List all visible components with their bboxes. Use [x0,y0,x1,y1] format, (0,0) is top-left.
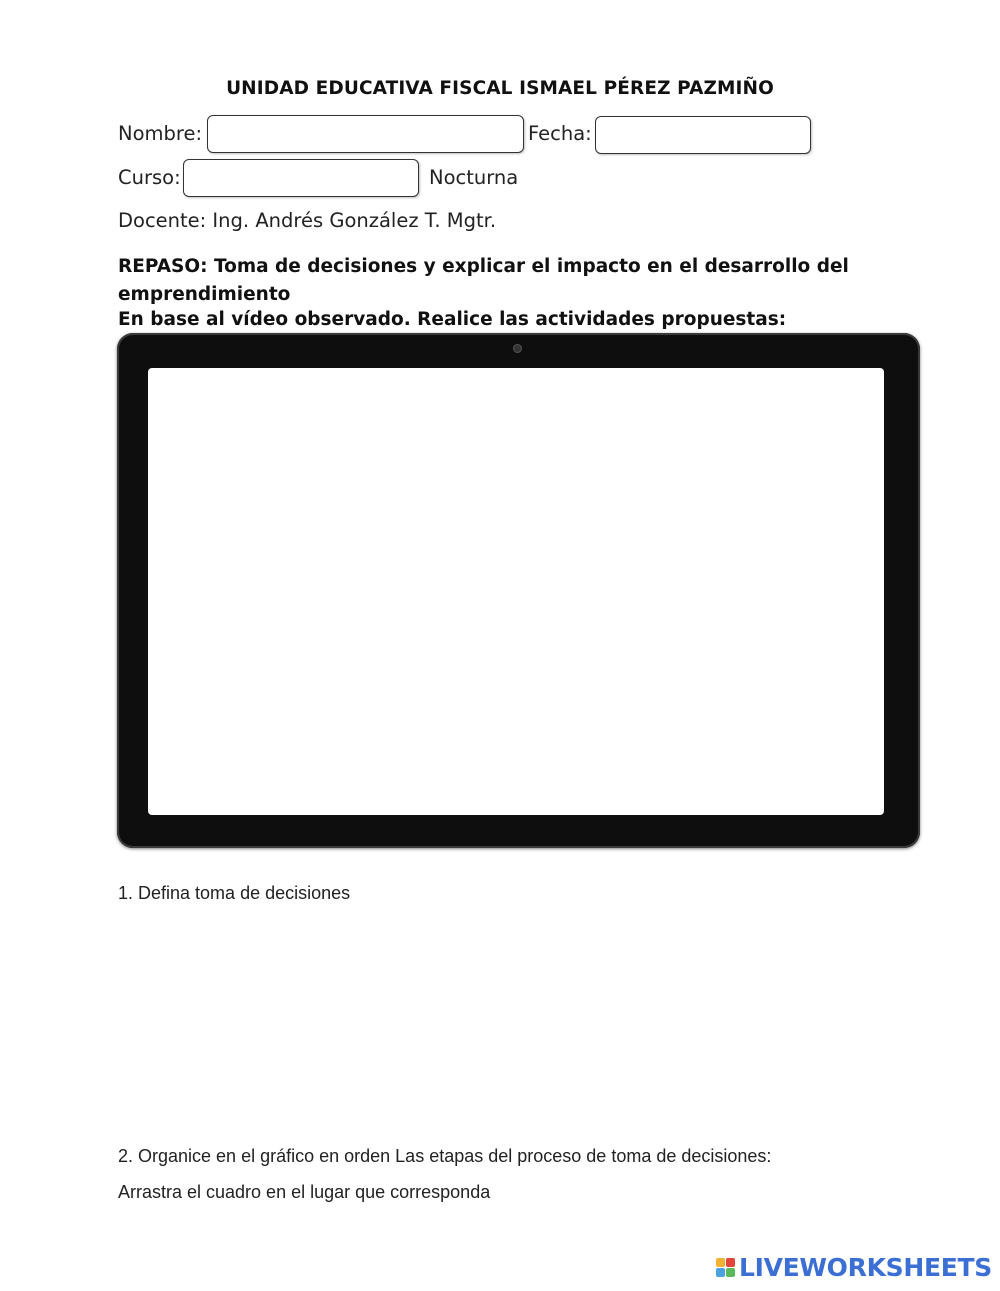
curso-label: Curso: [118,166,181,189]
camera-icon [513,344,522,353]
drag-instruction: Arrastra el cuadro en el lugar que corresponda [118,1182,491,1202]
video-screen[interactable] [148,368,884,815]
liveworksheets-logo-icon [716,1258,735,1277]
docente-text: Docente: Ing. Andrés González T. Mgtr. [118,209,497,232]
topic-title: REPASO: Toma de decisiones y explicar el impacto en el desarrollo del emprendimiento [118,256,849,305]
nombre-input[interactable] [208,116,523,152]
question-1: 1. Defina toma de decisiones [118,883,351,903]
school-title: UNIDAD EDUCATIVA FISCAL ISMAEL PÉREZ PAZMIÑO [226,78,774,99]
logo-square-4 [726,1268,735,1277]
curso-field[interactable] [183,159,419,197]
fecha-field[interactable] [595,116,811,154]
logo-square-1 [716,1258,725,1267]
liveworksheets-brand [716,1253,992,1282]
instruction-text: En base al vídeo observado. Realice las actividades propuestas: [118,309,787,330]
fecha-input[interactable] [596,117,810,153]
question-2: 2. Organice en el gráfico en orden Las etapas del proceso de toma de decisiones: [118,1146,772,1166]
curso-input[interactable] [184,160,418,196]
nombre-field[interactable] [207,115,524,153]
logo-square-3 [716,1268,725,1277]
brand-name: LIVEWORKSHEETS [738,1253,992,1282]
jornada-text: Nocturna [429,166,519,189]
fecha-label: Fecha: [528,122,592,145]
nombre-label: Nombre: [118,122,203,145]
logo-square-2 [726,1258,735,1267]
